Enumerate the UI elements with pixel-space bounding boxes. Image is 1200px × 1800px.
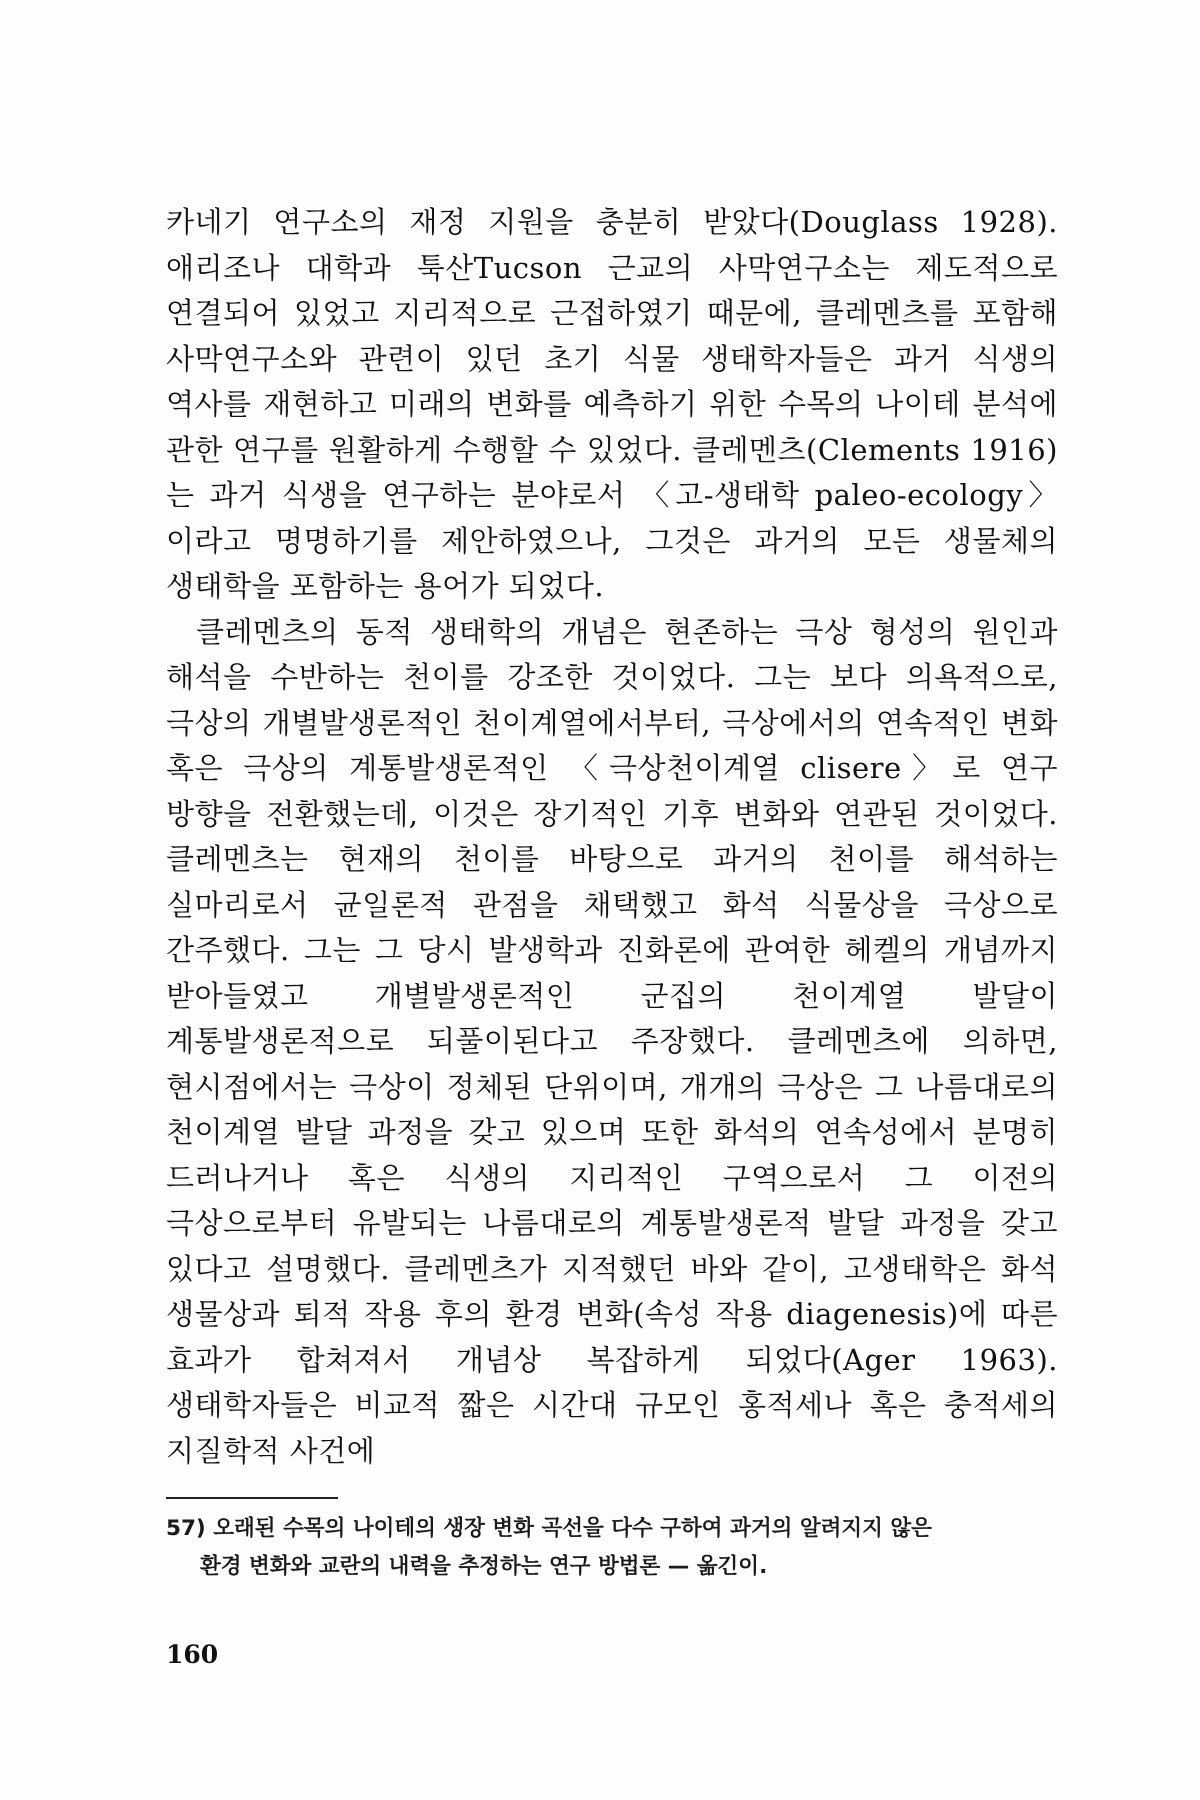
paragraph-2: 클레멘츠의 동적 생태학의 개념은 현존하는 극상 형성의 원인과 해석을 수반하는 천이를 강조한 것이었다. 그는 보다 의욕적으로, 극상의 개별발생론적인 천이계열에서부터, 극상에서의 연속적인 변화 혹은 극상의 계통발생론적인 〈극상천이계열 clisere〉로 연구 방향을 전환했는데, 이것은 장기적인 기후 변화와 연관된 것이었다. 클레멘츠는 현재의 천이를 바탕으로 과거의 천이를 해석하는 실마리로서 균일론적 관점을 채택했고 화석 식물상을 극상으로 간주했다. 그는 그 당시 발생학과 진화론에 관여한 헤켈의 개념까지 받아들였고 개별발생론적인 군집의 천이계열 발달이 계통발생론적으로 되풀이된다고 주장했다. 클레멘츠에 의하면, 현시점에서는 극상이 정체된 단위이며, 개개의 극상은 그 나름대로의 천이계열 발달 과정을 갖고 있으며 또한 화석의 연속성에서 분명히 드러나거나 혹은 식생의 지리적인 구역으로서 그 이전의 극상으로부터 유발되는 나름대로의 계통발생론적 발달 과정을 갖고 있다고 설명했다. 클레멘츠가 지적했던 바와 같이, 고생태학은 화석 생물상과 퇴적 작용 후의 환경 변화(속성 작용 diagenesis)에 따른 효과가 합쳐져서 개념상 복잡하게 되었다(Ager 1963). 생태학자들은 비교적 짧은 시간대 규모인 홍적세나 혹은 충적세의 지질학적 사건에 [166, 614, 1058, 1468]
footnote [166, 1510, 1058, 1586]
footnote-divider [166, 1497, 338, 1499]
footnote-text-line-2: 환경 변화와 교란의 내력을 추정하는 연구 방법론 — 옮긴이. [200, 1554, 768, 1579]
footnote-number: 57) [166, 1516, 206, 1541]
body-text [166, 200, 1058, 1474]
footnote-text-line-1: 오래된 수목의 나이테의 생장 변화 곡선을 다수 구하여 과거의 알려지지 않은 [213, 1516, 932, 1541]
paragraph-1: 카네기 연구소의 재정 지원을 충분히 받았다(Douglass 1928). 애리조나 대학과 툭산Tucson 근교의 사막연구소는 제도적으로 연결되어 있었고 지리적으로 근접하였기 때문에, 클레멘츠를 포함해 사막연구소와 관련이 있던 초기 식물 생태학자들은 과거 식생의 역사를 재현하고 미래의 변화를 예측하기 위한 수목의 나이테 분석에 관한 연구를 원활하게 수행할 수 있었다. 클레멘츠(Clements 1916)는 과거 식생을 연구하는 분야로서 〈고-생태학 paleo-ecology〉이라고 명명하기를 제안하였으나, 그것은 과거의 모든 생물체의 생태학을 포함하는 용어가 되었다. [166, 205, 1058, 603]
page-number: 160 [166, 1640, 219, 1669]
